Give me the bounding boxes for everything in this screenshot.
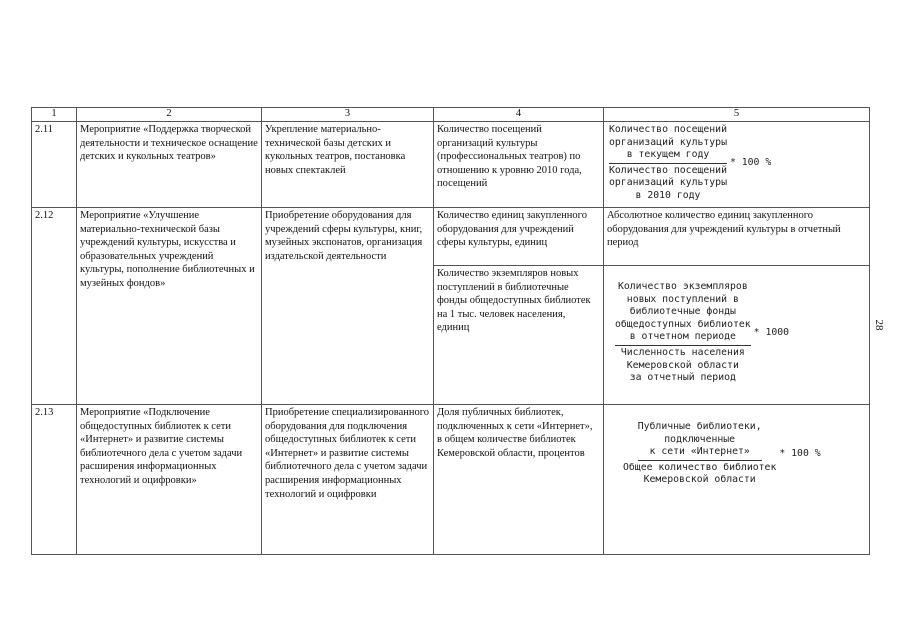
formula-line: Общее количество библиотек — [623, 461, 777, 473]
formula-line: организаций культуры — [609, 177, 727, 189]
table-row — [32, 122, 870, 208]
header-col-5: 5 — [604, 108, 870, 122]
formula-line: к сети «Интернет» — [649, 446, 750, 458]
formula-line: Кемеровской области — [626, 359, 739, 371]
calc-method — [604, 266, 870, 405]
formula — [609, 124, 771, 203]
formula-line: подключенные — [664, 433, 736, 445]
formula-line: Количество посещений — [609, 164, 727, 176]
formula-line: в текущем году — [626, 149, 710, 161]
formula-numerator — [638, 421, 762, 461]
formula-line: Численность населения — [620, 346, 745, 358]
header-col-2: 2 — [77, 108, 262, 122]
formula-line: в отчетном периоде — [629, 331, 736, 343]
formula-line: общедоступных библиотек — [615, 318, 751, 330]
header-col-4: 4 — [434, 108, 604, 122]
table-row — [32, 405, 870, 555]
row-number: 2.11 — [32, 122, 77, 208]
formula-numerator — [615, 281, 751, 346]
calc-method: Абсолютное количество единиц закупленного оборудования для учреждений культуры в отчетный период — [604, 208, 870, 266]
indicator-name: Количество экземпляров новых поступлений в библиотечные фонды общедоступных библиотек на 1 тыс. человек населения, единиц — [434, 266, 604, 405]
header-col-1: 1 — [32, 108, 77, 122]
event-name: Мероприятие «Поддержка творческой деятельности и техническое оснащение детских и кукольных театров» — [77, 122, 262, 208]
formula-line: Количество посещений — [609, 124, 727, 135]
header-col-3: 3 — [262, 108, 434, 122]
formula-line: Публичные библиотеки, — [637, 421, 762, 432]
formula-line: в 2010 году — [635, 189, 701, 201]
calc-method — [604, 122, 870, 208]
row-number: 2.13 — [32, 405, 77, 555]
document-sheet — [31, 107, 869, 555]
page-number: 28 — [873, 319, 885, 331]
formula-denominator — [623, 461, 776, 487]
indicator-name: Количество единиц закупленного оборудования для учреждений сферы культуры, единиц — [434, 208, 604, 266]
formula-denominator — [621, 346, 745, 385]
formula-line: за отчетный период — [629, 372, 736, 384]
formula-denominator — [609, 164, 727, 203]
formula-line: новых поступлений в — [626, 293, 739, 305]
indicator-name: Доля публичных библиотек, подключенных к сети «Интернет», в общем количестве библиотек Кемеровской области, процентов — [434, 405, 604, 555]
formula — [623, 421, 821, 487]
event-content: Укрепление материально-технической базы детских и кукольных театров, постановка новых спектаклей — [262, 122, 434, 208]
row-number: 2.12 — [32, 208, 77, 405]
event-content: Приобретение оборудования для учреждений сферы культуры, книг, музейных экспонатов, организация издательской деятельности — [262, 208, 434, 405]
formula-line: Количество экземпляров — [617, 281, 748, 292]
table-row — [32, 208, 870, 266]
event-name: Мероприятие «Подключение общедоступных библиотек к сети «Интернет» и развитие системы библиотечного дела с учетом задачи расширения информационных технологий и оцифровки» — [77, 405, 262, 555]
formula — [615, 281, 789, 385]
calc-method — [604, 405, 870, 555]
indicators-table — [31, 107, 870, 555]
formula-line: библиотечные фонды — [629, 306, 736, 318]
event-content: Приобретение специализированного оборудования для подключения общедоступных библиотек к сети «Интернет» и развитие системы библиотечного дела с учетом задачи расширения информационных технологий и оцифровки — [262, 405, 434, 555]
indicator-name: Количество посещений организаций культуры (профессиональных театров) по отношению к уровню 2010 года, посещений — [434, 122, 604, 208]
event-name: Мероприятие «Улучшение материально-технической базы учреждений культуры, искусства и образовательных учреждений культуры, пополнение библиотечных и музейных фондов» — [77, 208, 262, 405]
formula-multiplier: * 1000 — [753, 326, 790, 338]
formula-multiplier: * 100 % — [779, 447, 821, 459]
table-header-row — [32, 108, 870, 122]
formula-line: организаций культуры — [609, 136, 727, 148]
formula-multiplier: * 100 % — [729, 156, 772, 168]
formula-numerator — [609, 124, 727, 164]
formula-line: Кемеровской области — [643, 474, 756, 486]
